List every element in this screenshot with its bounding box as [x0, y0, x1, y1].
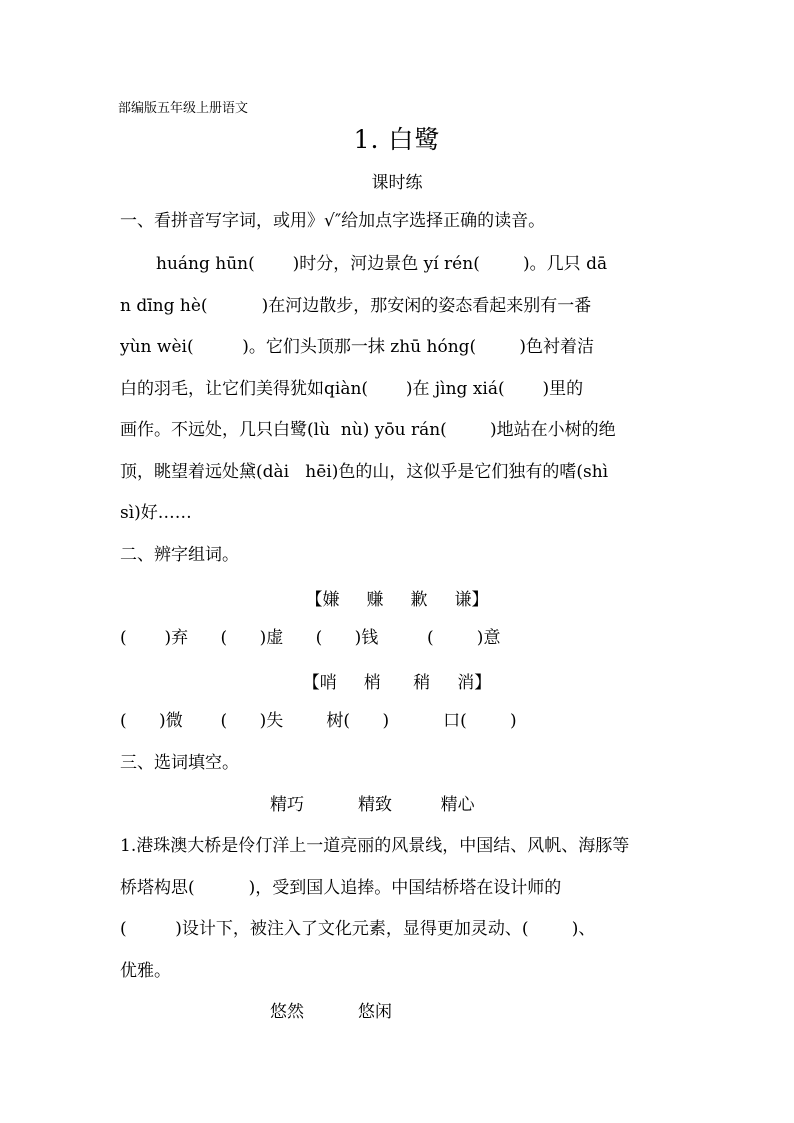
page-title: 1. 白鹭 [353, 125, 441, 154]
section3-heading: 三、选词填空。 [120, 753, 239, 773]
section1-line: 画作。不远处，几只白鹭(lù nù) yōu rán( )地站在小树的绝 [120, 420, 616, 440]
item1-line: 桥塔构思( )，受到国人追捧。中国结桥塔在设计师的 [120, 878, 562, 898]
item1-line: 1.港珠澳大桥是伶仃洋上一道亮丽的风景线，中国结、风帆、海豚等 [120, 836, 630, 856]
section1-heading: 一、看拼音写字词，或用》√″给加点字选择正确的读音。 [120, 211, 546, 231]
char-group-1: 【嫌 赚 歉 谦】 [305, 590, 489, 610]
blank-row-2: ( )微 ( )失 树( ) 口( ) [120, 711, 517, 731]
word-choices-2: 悠然 悠闲 [270, 1002, 393, 1022]
section2-heading: 二、辨字组词。 [120, 545, 239, 565]
item1-line: 优雅。 [120, 961, 171, 981]
section1-line: n dīng hè( )在河边散步，那安闲的姿态看起来别有一番 [120, 296, 592, 316]
blank-row-1: ( )弃 ( )虚 ( )钱 ( )意 [120, 628, 501, 648]
section1-line: huáng hūn( )时分，河边景色 yí rén( )。几只 dā [156, 254, 608, 274]
char-group-2: 【哨 梢 稍 消】 [302, 673, 492, 693]
item1-line: ( )设计下，被注入了文化元素，显得更加灵动、( )、 [120, 919, 596, 939]
section1-line: sì)好…… [120, 503, 192, 523]
section1-line: 白的羽毛，让它们美得犹如qiàn( )在 jìng xiá( )里的 [120, 379, 584, 399]
page-subtitle: 课时练 [371, 173, 423, 193]
section1-line: yùn wèi( )。它们头顶那一抹 zhū hóng( )色衬着洁 [120, 337, 595, 357]
section1-line: 顶，眺望着远处黛(dài hēi)色的山，这似乎是它们独有的嗜(shì [120, 462, 609, 482]
word-choices-1: 精巧 精致 精心 [270, 795, 475, 815]
header-note: 部编版五年级上册语文 [118, 101, 249, 116]
